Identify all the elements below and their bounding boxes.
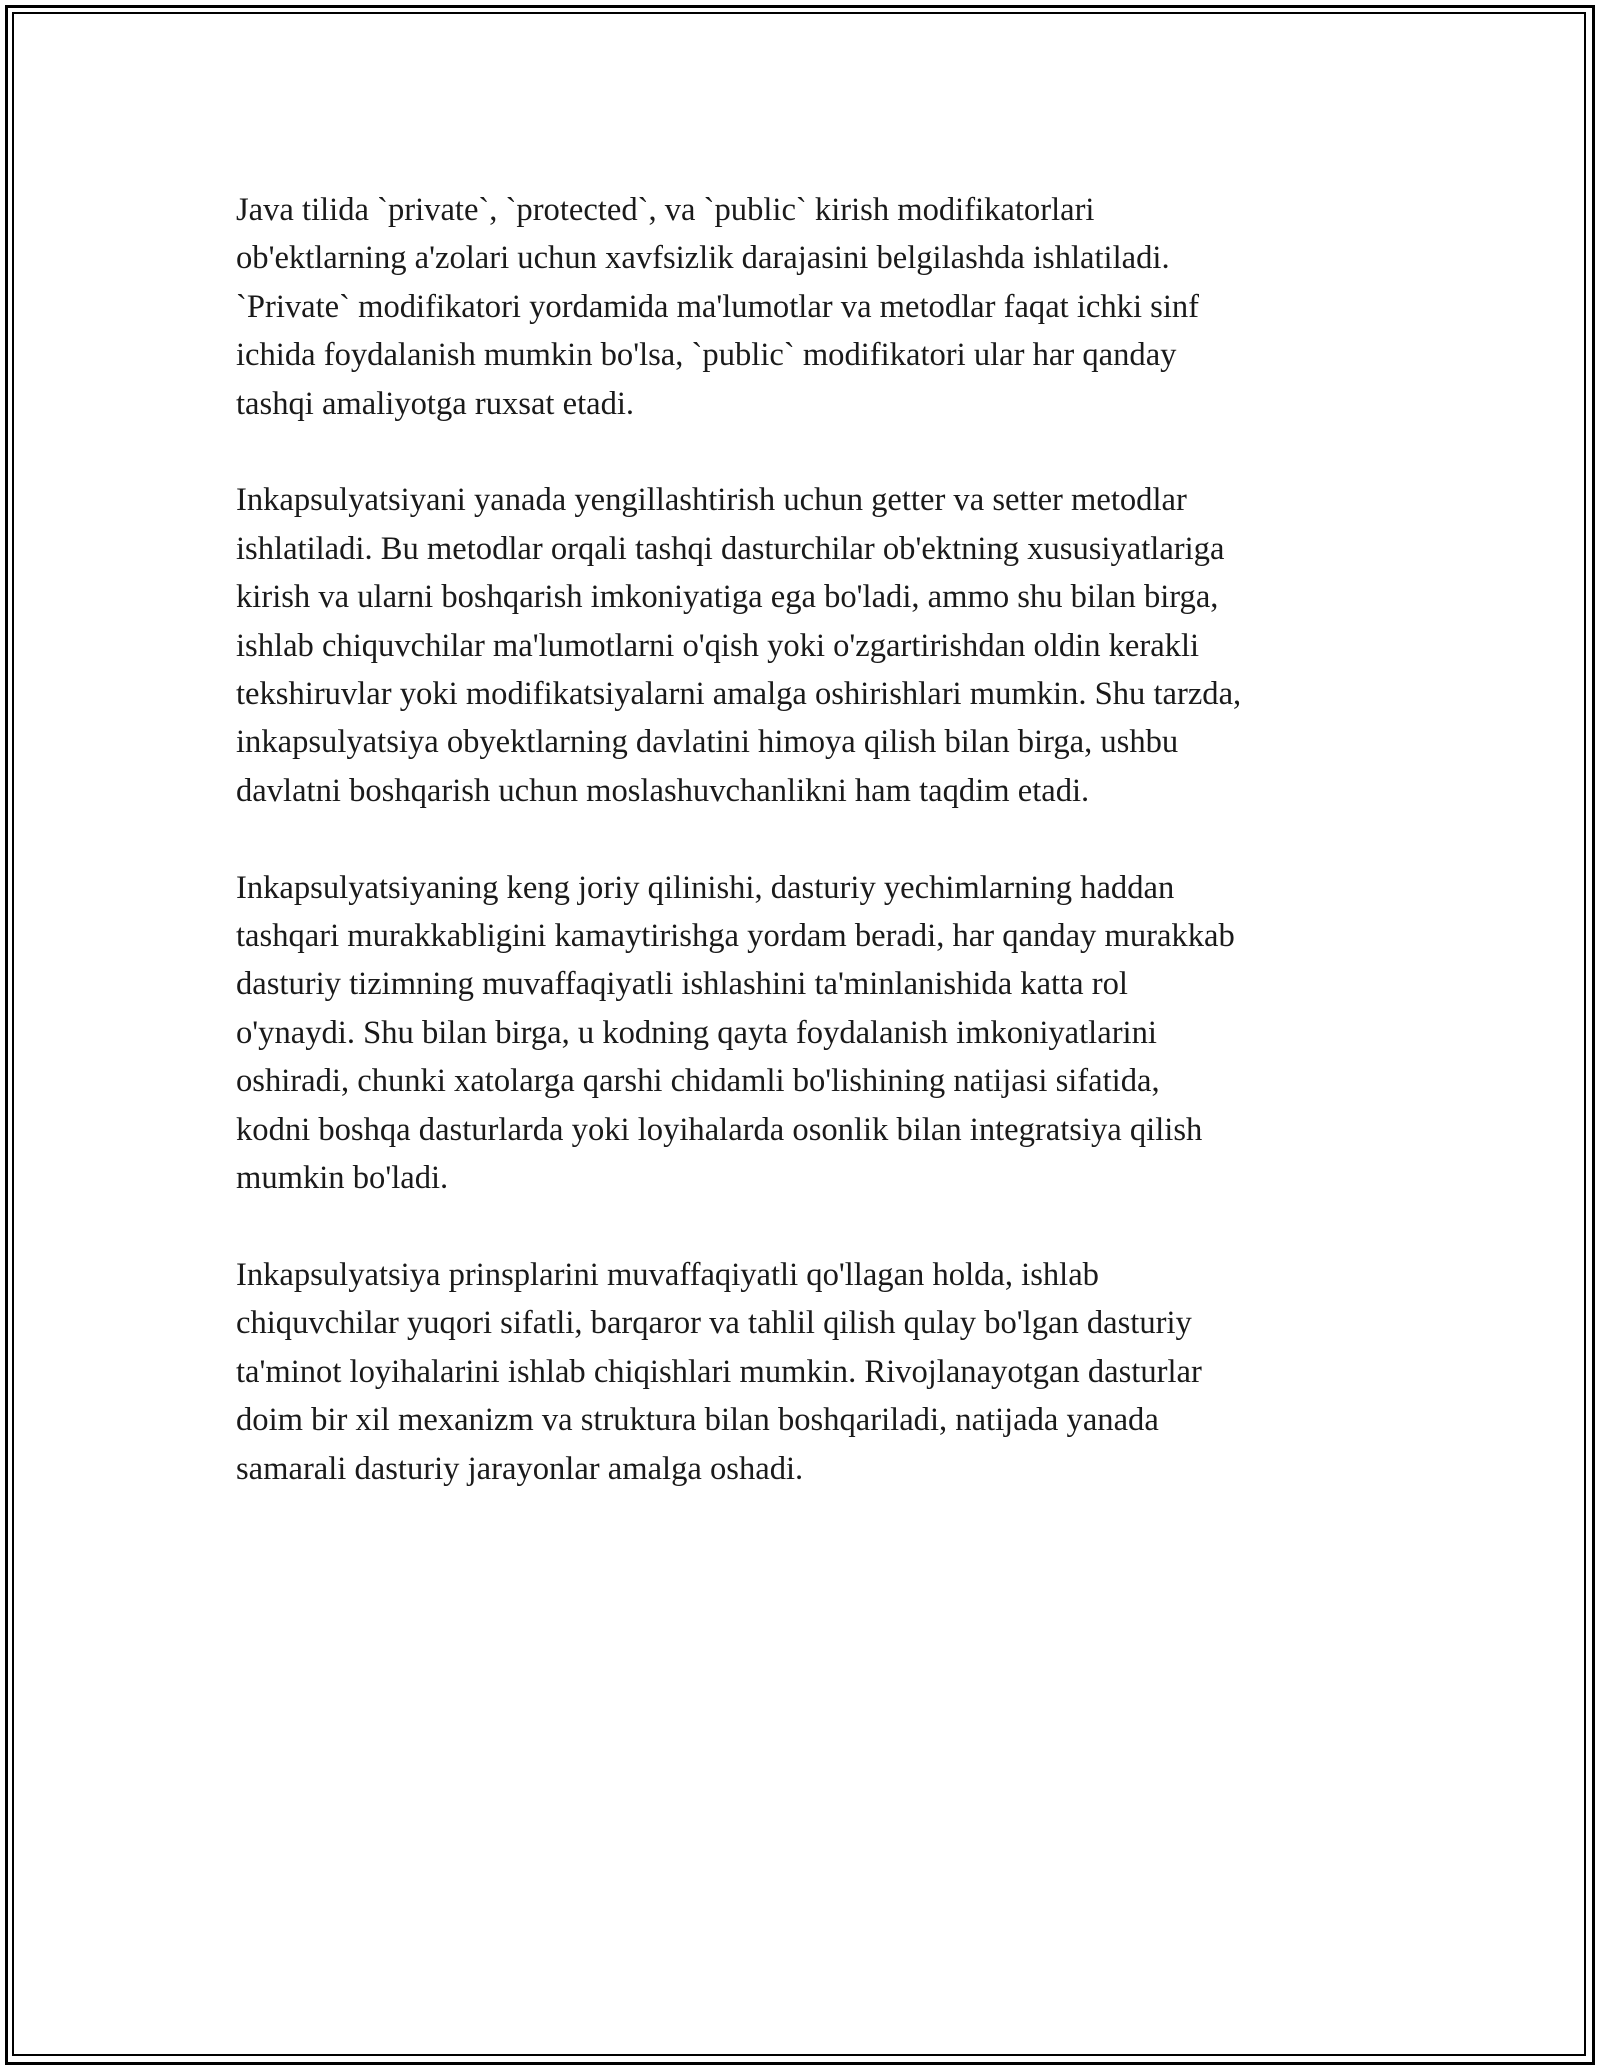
text-line: oshiradi, chunki xatolarga qarshi chidamli bo'lishining natijasi sifatida, [236,1063,1160,1100]
text-line: ichida foydalanish mumkin bo'lsa, `public` modifikatori ular har qanday [236,337,1177,374]
text-line: Inkapsulyatsiyani yanada yengillashtirish uchun getter va setter metodlar [236,482,1187,519]
paragraph-adoption-benefits [236,864,1386,1203]
text-line: ta'minot loyihalarini ishlab chiqishlari mumkin. Rivojlanayotgan dasturlar [236,1353,1202,1390]
text-line: davlatni boshqarish uchun moslashuvchanlikni ham taqdim etadi. [236,772,1090,809]
paragraph-getters-setters [236,476,1386,815]
text-line: kirish va ularni boshqarish imkoniyatiga ega bo'ladi, ammo shu bilan birga, [236,579,1219,616]
text-line: dasturiy tizimning muvaffaqiyatli ishlashini ta'minlanishida katta rol [236,966,1128,1003]
text-line: Inkapsulyatsiya prinsplarini muvaffaqiyatli qo'llagan holda, ishlab [236,1256,1099,1293]
text-line: ob'ektlarning a'zolari uchun xavfsizlik darajasini belgilashda ishlatiladi. [236,240,1170,277]
paragraph-access-modifiers [236,186,1386,428]
paragraph-conclusion [236,1251,1386,1493]
text-line: tashqi amaliyotga ruxsat etadi. [236,385,635,422]
text-line: ishlatiladi. Bu metodlar orqali tashqi dasturchilar ob'ektning xususiyatlariga [236,530,1225,567]
document-body [236,186,1386,1541]
text-line: Java tilida `private`, `protected`, va `public` kirish modifikatorlari [236,192,1095,228]
text-line: doim bir xil mexanizm va struktura bilan boshqariladi, natijada yanada [236,1402,1159,1439]
text-line: tekshiruvlar yoki modifikatsiyalarni amalga oshirishlari mumkin. Shu tarzda, [236,676,1242,713]
text-line: samarali dasturiy jarayonlar amalga oshadi. [236,1450,804,1487]
text-line: inkapsulyatsiya obyektlarning davlatini himoya qilish bilan birga, ushbu [236,724,1179,761]
text-line: ishlab chiquvchilar ma'lumotlarni o'qish yoki o'zgartirishdan oldin kerakli [236,627,1200,664]
text-line: kodni boshqa dasturlarda yoki loyihalarda osonlik bilan integratsiya qilish [236,1111,1203,1148]
text-line: `Private` modifikatori yordamida ma'lumotlar va metodlar faqat ichki sinf [236,288,1200,325]
text-line: mumkin bo'ladi. [236,1160,449,1197]
text-line: o'ynaydi. Shu bilan birga, u kodning qayta foydalanish imkoniyatlarini [236,1014,1157,1051]
text-line: tashqari murakkabligini kamaytirishga yordam beradi, har qanday murakkab [236,918,1235,955]
text-line: chiquvchilar yuqori sifatli, barqaror va tahlil qilish qulay bo'lgan dasturiy [236,1305,1192,1342]
text-line: Inkapsulyatsiyaning keng joriy qilinishi, dasturiy yechimlarning haddan [236,869,1175,906]
